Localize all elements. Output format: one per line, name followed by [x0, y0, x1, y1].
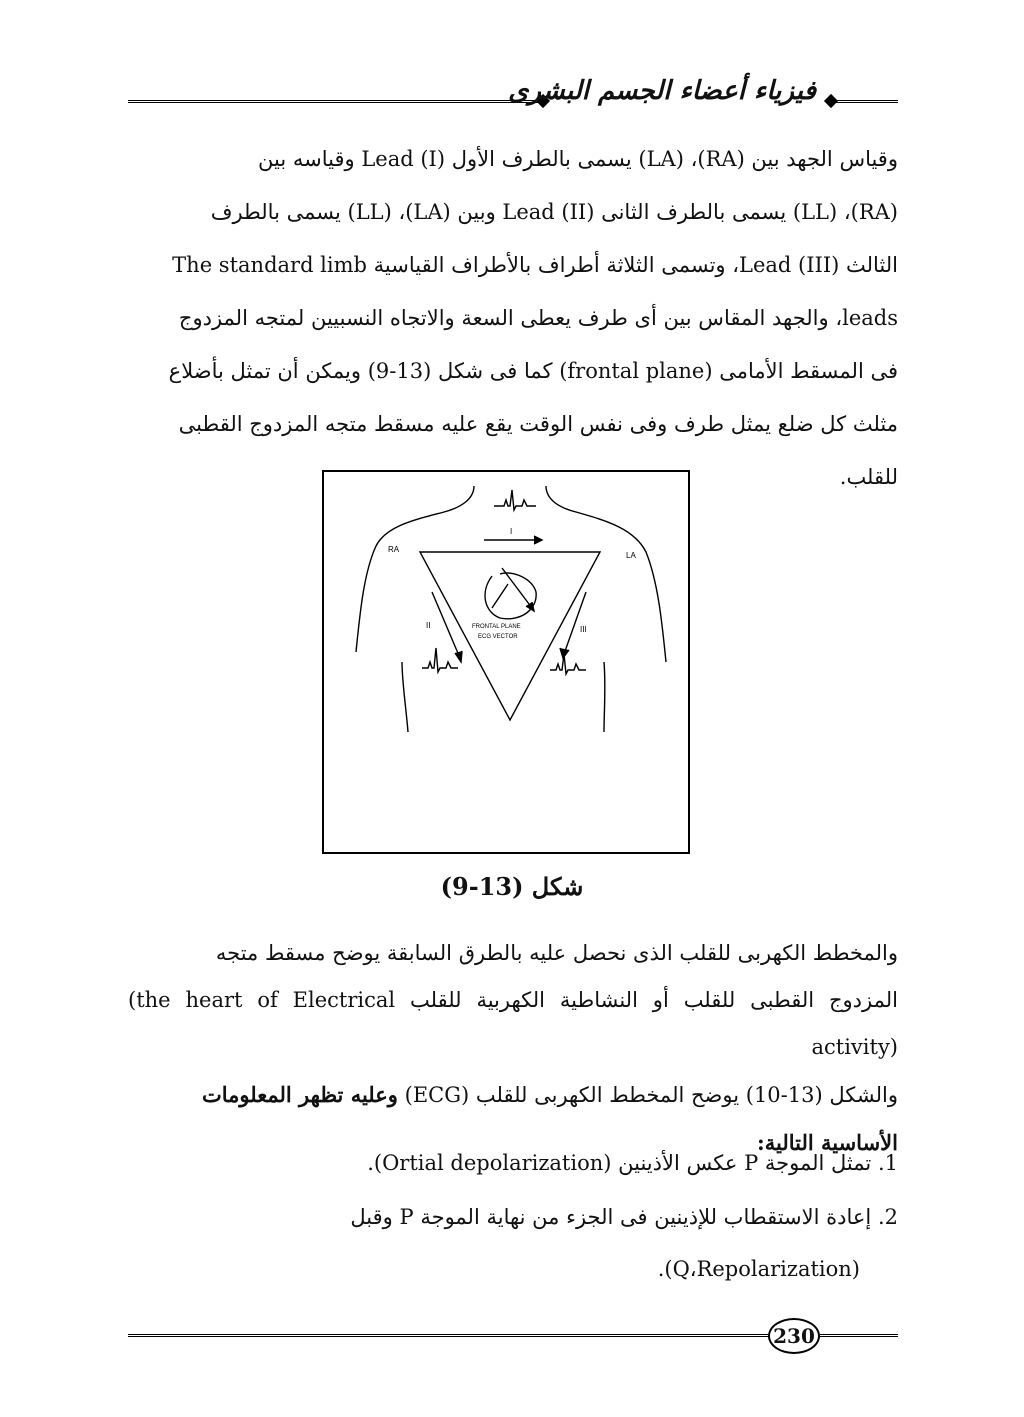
label-lead2: II [426, 621, 431, 630]
label-la: LA [626, 551, 636, 560]
label-lead3: III [580, 625, 587, 634]
list-item [128, 1190, 898, 1244]
ecg-line-1: والمخطط الكهربى للقلب الذى نحصل عليه بالطرق السابقة يوضح مسقط متجه [215, 941, 898, 965]
ecg-line-3-plain: والشكل (13-10) يوضح المخطط الكهربى للقلب (ECG) [404, 1083, 898, 1107]
ecg-line-4: الأساسية التالية: [756, 1130, 898, 1155]
list-item [128, 1136, 898, 1190]
neck-right [546, 486, 666, 662]
ecg-line-2 [128, 977, 898, 1071]
header-rule-right [836, 100, 898, 103]
list-item-continuation: (Q،Repolarization). [657, 1257, 860, 1281]
ecg-trace-lead2 [422, 648, 458, 672]
label-vector-line2: ECG VECTOR [478, 634, 518, 640]
footer-rule-right [820, 1334, 898, 1337]
list-item-text: تمثل الموجة P عكس الأذينين (Ortial depolarization). [367, 1151, 872, 1175]
info-list [128, 1136, 898, 1294]
neck-left [356, 486, 474, 652]
page-footer [128, 1318, 898, 1358]
intro-line: للقلب. [839, 465, 898, 489]
figure-caption: شكل (13-9) [440, 872, 584, 901]
figure-drawing [324, 472, 688, 852]
ecg-line-2-arabic: المزدوج القطبى للقلب أو النشاطية الكهربية للقلب [410, 988, 898, 1012]
intro-line: (RA)، (LL) يسمى بالطرف الثانى Lead (II) وبين (LA)، (LL) يسمى بالطرف [210, 200, 898, 224]
intro-line: leads، والجهد المقاس بين أى طرف يعطى السعة والاتجاه النسبيين لمتجه المزدوج [178, 306, 898, 330]
header-rule-left [128, 100, 540, 103]
ecg-trace-lead1 [494, 490, 536, 510]
label-vector-line1: FRONTAL PLANE [472, 624, 521, 630]
left-arm [402, 662, 408, 732]
intro-line: مثلث كل ضلع يمثل طرف وفى نفس الوقت يقع عليه مسقط متجه المزدوج القطبى [178, 412, 898, 436]
label-ra: RA [388, 545, 400, 554]
intro-paragraph [128, 133, 898, 504]
list-item-number: 2. [877, 1205, 898, 1229]
footer-rule-left [128, 1334, 768, 1337]
running-header-title: فيزياء أعضاء الجسم البشرى [508, 76, 816, 106]
ecg-paragraph [128, 930, 898, 1166]
lead3-arrow [564, 592, 586, 654]
ecg-line-3 [128, 1071, 898, 1119]
ecg-trace-lead3 [550, 654, 586, 674]
ecg-line-2-english: (the heart of Electrical activity) [128, 988, 898, 1059]
einthoven-triangle-figure [322, 470, 690, 854]
label-lead1: I [510, 527, 513, 536]
intro-line: فى المسقط الأمامى (frontal plane) كما فى شكل (13-9) ويمكن أن تمثل بأضلاع [168, 359, 898, 383]
intro-line: وقياس الجهد بين (RA)، (LA) يسمى بالطرف الأول Lead (I) وقياسه بين [258, 147, 898, 171]
intro-line: الثالث Lead (III)، وتسمى الثلاثة أطراف بالأطراف القياسية The standard limb [172, 253, 898, 277]
right-arm [604, 662, 605, 732]
list-item-text: إعادة الاستقطاب للإذينين فى الجزء من نهاية الموجة P وقبل [350, 1205, 872, 1229]
ecg-line-3-bold: وعليه تظهر المعلومات [202, 1082, 398, 1107]
list-item-number: 1. [877, 1151, 898, 1175]
page-header [128, 70, 898, 120]
page-number: 230 [768, 1318, 820, 1354]
